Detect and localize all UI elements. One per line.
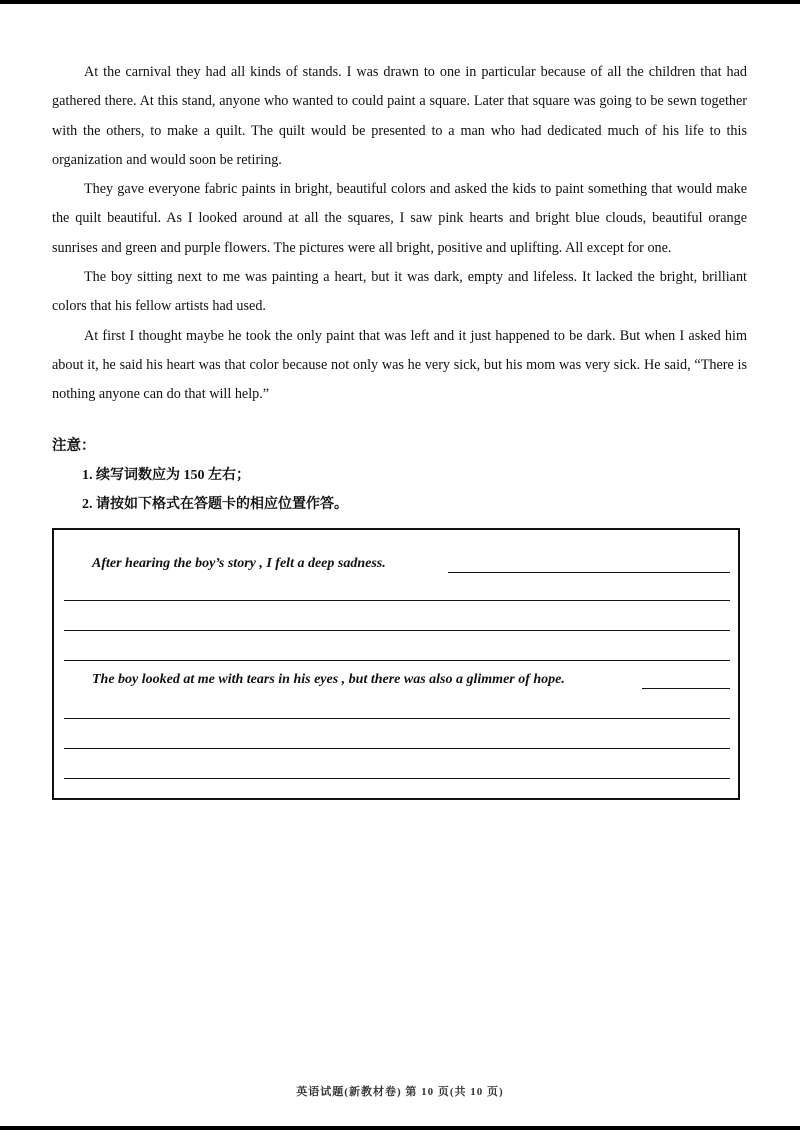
- continuation-prompt-1: After hearing the boy’s story , I felt a deep sadness.: [92, 556, 386, 571]
- writing-line[interactable]: [64, 718, 730, 719]
- paragraph-1: At the carnival they had all kinds of stands. I was drawn to one in particular because of all the children that had gathered there. At this stand, anyone who wanted to could paint a square. Later that square was going to be sewn together with the others, to make a quilt. The quilt would be presented to a man who had dedicated much of his life to this organization and would soon be retiring.: [52, 64, 747, 168]
- writing-line[interactable]: [64, 600, 730, 601]
- paragraph-2: They gave everyone fabric paints in bright, beautiful colors and asked the kids to paint something that would make the quilt beautiful. As I looked around at all the squares, I saw pink hearts and bright blue clouds, beautiful orange sunrises and green and purple flowers. The pictures were all bright, positive and uplifting. All except for one.: [52, 181, 747, 256]
- writing-line[interactable]: [64, 660, 730, 661]
- writing-line[interactable]: [64, 630, 730, 631]
- continuation-prompt-2: The boy looked at me with tears in his eyes , but there was also a glimmer of hope.: [92, 672, 565, 687]
- paragraph-4: At first I thought maybe he took the only paint that was left and it just happened to be dark. But when I asked him about it, he said his heart was that color because not only was he very sick, but his mom was very sick. He said, “There is nothing anyone can do that will help.”: [52, 327, 747, 403]
- top-border-rule: [0, 0, 800, 4]
- note-item-format: 2. 请按如下格式在答题卡的相应位置作答。: [82, 497, 348, 512]
- page-footer: 英语试题(新教材卷) 第 10 页(共 10 页): [296, 1086, 504, 1098]
- writing-line[interactable]: [642, 688, 730, 689]
- notes-title: 注意：: [52, 438, 96, 454]
- writing-line[interactable]: [448, 572, 730, 573]
- writing-line[interactable]: [64, 778, 730, 779]
- bottom-border-rule: [0, 1126, 800, 1130]
- paragraph-3: The boy sitting next to me was painting a heart, but it was dark, empty and lifeless. It lacked the bright, brilliant colors that his fellow artists had used.: [52, 269, 747, 315]
- notes-section: [52, 432, 747, 519]
- note-item-word-count: 1. 续写词数应为 150 左右；: [82, 468, 250, 483]
- answer-box: [52, 528, 740, 800]
- writing-line[interactable]: [64, 748, 730, 749]
- passage: [52, 58, 747, 410]
